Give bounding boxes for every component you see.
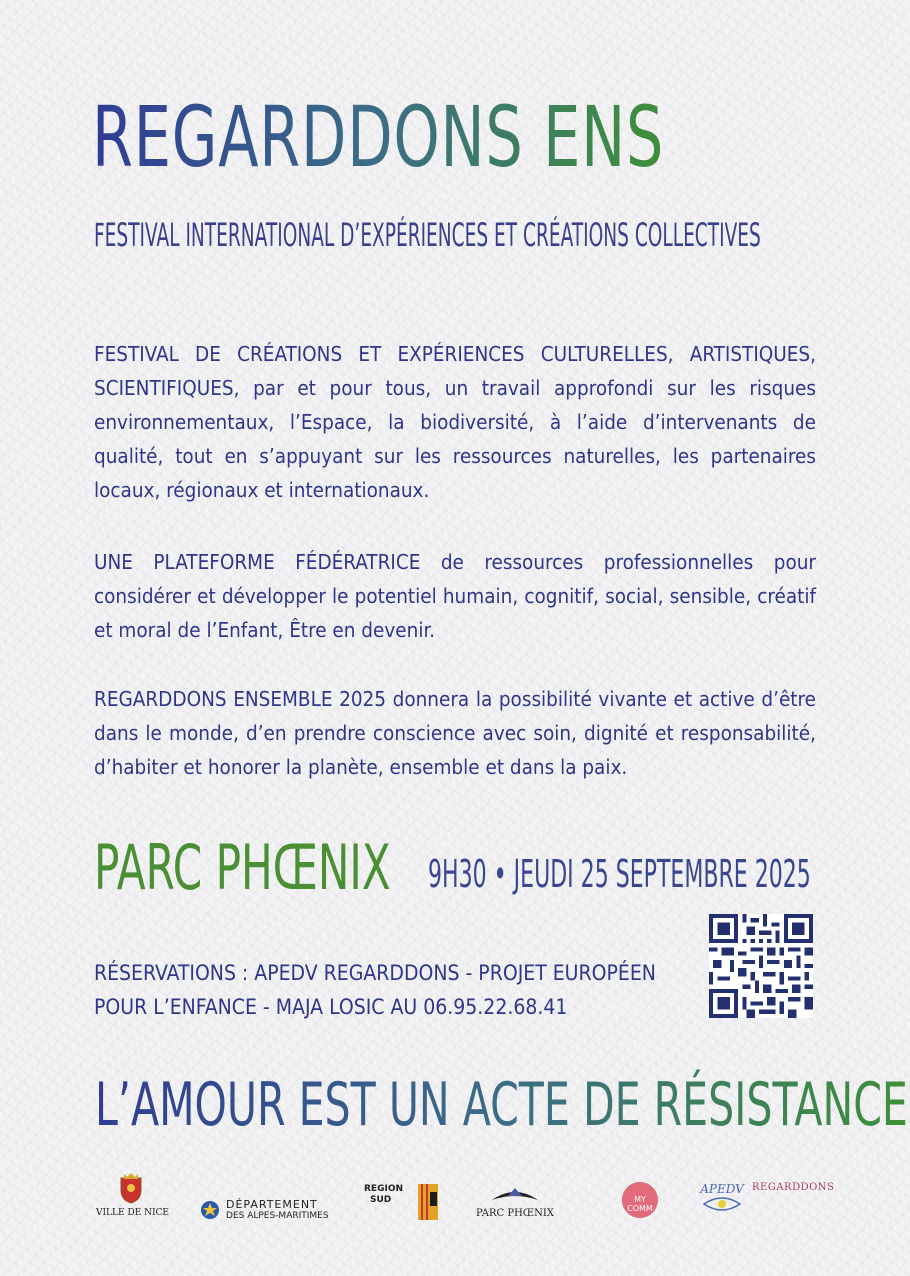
- dept-caption-line2: DES ALPES-MARITIMES: [226, 1211, 329, 1221]
- venue-name: PARC PHŒNIX: [94, 831, 391, 904]
- event-datetime: 9H30 • JEUDI 25 SEPTEMBRE 2025: [428, 852, 811, 896]
- logo-ville-de-nice: [96, 1170, 169, 1218]
- qr-code-icon[interactable]: [709, 914, 813, 1018]
- regarddons-caption: REGARDDONS: [752, 1182, 835, 1193]
- apedv-eye-icon: [702, 1196, 742, 1212]
- logo-alpes-maritimes: [200, 1198, 335, 1221]
- logo-parc-phoenix: [470, 1186, 560, 1219]
- apedv-caption: APEDV: [700, 1182, 744, 1196]
- mycomm-caption: MY COMM: [627, 1195, 653, 1213]
- paragraph-platform: UNE PLATEFORME FÉDÉRATRICE de ressources professionnelles pour considérer et développer le potentiel humain, cognitif, social, sensible, créatif et moral de l’Enfant, Être en devenir.: [94, 550, 816, 642]
- reservation-info: RÉSERVATIONS : APEDV REGARDDONS - PROJET EUROPÉEN POUR L’ENFANCE - MAJA LOSIC AU 06.95.22.68.41: [94, 961, 656, 1019]
- festival-subtitle: FESTIVAL INTERNATIONAL D’EXPÉRIENCES ET CRÉATIONS COLLECTIVES: [94, 216, 761, 254]
- festival-title: REGARDDONS ENSEMBLE: [92, 82, 661, 192]
- paragraph-edition: REGARDDONS ENSEMBLE 2025 donnera la possibilité vivante et active d’être dans le monde, d’en prendre conscience avec soin, dignité et responsabilité, d’habiter et honorer la planète, ensemble et dans la paix.: [94, 687, 816, 779]
- logo-apedv: [692, 1182, 752, 1216]
- alpes-maritimes-seal-icon: [200, 1200, 220, 1220]
- region-sud-flag-icon: [418, 1184, 438, 1220]
- slogan: L’AMOUR EST UN ACTE DE RÉSISTANCE: [95, 1065, 908, 1145]
- logo-regarddons: [752, 1182, 835, 1193]
- parc-phoenix-wing-icon: [490, 1186, 540, 1204]
- parc-caption: PARC PHŒNIX: [475, 1208, 555, 1219]
- partner-logos: [0, 1170, 910, 1230]
- nice-caption: VILLE DE NICE: [96, 1208, 169, 1218]
- dept-caption-line1: DÉPARTEMENT: [226, 1198, 318, 1211]
- paragraph-description: FESTIVAL DE CRÉATIONS ET EXPÉRIENCES CULTURELLES, ARTISTIQUES, SCIENTIFIQUES, par et pour tous, un travail approfondi sur les risques environnementaux, l’Espace, la biodiversité, à l’aide d’intervenants de qualité, tout en s’appuyant sur les ressources naturelles, les partenaires locaux, régionaux et internationaux.: [94, 342, 816, 502]
- region-caption-line2: SUD: [370, 1195, 392, 1205]
- region-caption-line1: REGION: [364, 1184, 403, 1194]
- nice-crest-icon: [118, 1170, 144, 1204]
